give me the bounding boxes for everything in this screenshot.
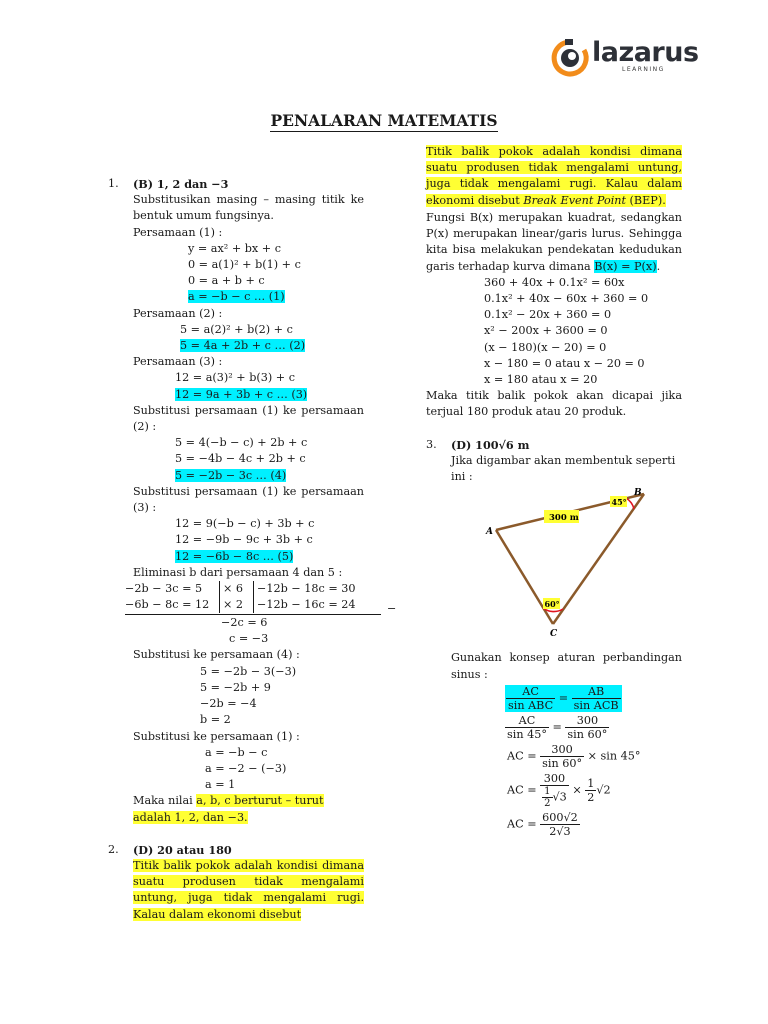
- ac-formula-2: [451, 772, 682, 809]
- equation-line: y = ax² + bx + c: [188, 241, 281, 255]
- angle-b-label: 45°: [611, 497, 627, 508]
- q2-function-desc: Fungsi B(x) merupakan kuadrat, sedangkan P(x) merupakan linear/garis lurus. Sehingga kita bisa melakukan pendekatan kedudukan garis terhadap kurva dimana: [426, 211, 682, 273]
- q2-definition-highlight: Titik balik pokok adalah kondisi dimana suatu produsen tidak mengalami untung, juga tidak mengalami rugi. Kalau dalam ekonomi disebut: [133, 858, 364, 921]
- side-ab-label: 300 m: [549, 513, 579, 524]
- frac-den: sin 60°: [567, 727, 608, 741]
- label-persamaan-2: Persamaan (2) :: [133, 306, 223, 320]
- ac-prefix: AC =: [507, 749, 537, 763]
- vertex-b-label: B: [634, 488, 642, 499]
- elimination-block: [125, 581, 395, 623]
- frac-num: 1: [587, 776, 595, 790]
- bep-term: Break Event Point: [523, 193, 626, 207]
- elim-divider: [125, 614, 381, 615]
- equation-line: a = 1: [205, 778, 236, 792]
- q2-conclusion: Maka titik balik pokok akan dicapai jika terjual 180 produk atau 20 produk.: [426, 389, 682, 419]
- page-title: [0, 111, 768, 130]
- vertex-c-label: C: [550, 629, 558, 640]
- equation-line: 0 = a + b + c: [188, 274, 265, 288]
- answer-heading: (D) 100√6 m: [451, 437, 530, 452]
- answer-heading: (D) 20 atau 180: [133, 842, 232, 857]
- elimination-text: Eliminasi b dari persamaan 4 dan 5 :: [133, 565, 343, 579]
- logo-subtitle: LEARNING: [622, 66, 665, 73]
- frac-num: 300: [540, 743, 584, 757]
- equation-line: −2b = −4: [200, 697, 257, 711]
- question-number: 3.: [426, 437, 437, 451]
- conclusion-prefix: Maka nilai: [133, 794, 197, 808]
- intro-text: Substitusikan masing – masing titik ke bentuk umum fungsinya.: [133, 193, 364, 223]
- sqrt2: √2: [596, 783, 611, 797]
- equation-line: 0 = a(1)² + b(1) + c: [188, 258, 301, 272]
- equation-line: b = 2: [200, 713, 231, 727]
- lazarus-emblem-icon: [548, 36, 592, 80]
- ac-formula-3: [451, 811, 682, 838]
- q3-intro: Jika digambar akan membentuk seperti ini :: [451, 453, 676, 484]
- elim-row-1-eq: −2b − 3c = 5: [125, 582, 203, 596]
- equation-line: x = 180 atau x = 20: [484, 373, 598, 387]
- question-2: [108, 842, 364, 921]
- elim-row-2-eq: −6b − 8c = 12: [125, 598, 210, 612]
- question-number: 1.: [108, 177, 119, 190]
- sine-rule-values: $\frac{AC}{\sin 45^\circ}$ = $\frac{300}{\sin 60^\circ}$: [507, 713, 608, 741]
- right-column: [426, 145, 682, 840]
- logo-name: lazarus: [592, 37, 699, 68]
- equation-line: a = −2 − (−3): [205, 761, 287, 775]
- frac-num: AC: [505, 714, 549, 728]
- equation-line: 5 = −2b + 9: [200, 680, 271, 694]
- equation-line: 5 = −2b − 3(−3): [200, 664, 297, 678]
- ac-suffix: × sin 45°: [587, 749, 641, 763]
- triangle-figure: [466, 487, 646, 640]
- equation-line: 12 = a(3)² + b(3) + c: [175, 371, 295, 385]
- equation-line: x² − 200x + 3600 = 0: [484, 324, 608, 338]
- frac-num: AC: [506, 685, 555, 699]
- substitution-text: Substitusi ke persamaan (1) :: [133, 729, 300, 743]
- equation-line: 0.1x² + 40x − 60x + 360 = 0: [484, 292, 649, 306]
- frac-num: 600√2: [542, 810, 578, 824]
- equation-line: a = −b − c: [205, 745, 268, 759]
- triangle-diagram: [466, 487, 682, 642]
- equation-line: 5 = 4(−b − c) + 2b + c: [175, 436, 308, 450]
- angle-c-label: 60°: [544, 599, 560, 610]
- q2-equal-condition: B(x) = P(x): [594, 259, 657, 273]
- elim-row-1-mult: × 6: [219, 581, 243, 597]
- frac-num: 300: [565, 714, 609, 728]
- frac-num: 1: [544, 785, 551, 797]
- q2-dot: .: [656, 259, 661, 273]
- equation-line: (x − 180)(x − 20) = 0: [484, 340, 607, 354]
- equation-line: 12 = −9b − 9c + 3b + c: [175, 533, 313, 547]
- highlighted-equation: 12 = 9a + 3b + c … (3): [175, 387, 308, 401]
- label-persamaan-3: Persamaan (3) :: [133, 355, 223, 369]
- elim-row-2-result: −12b − 16c = 24: [253, 597, 355, 613]
- frac-den: 2√3: [549, 824, 571, 838]
- substitution-text: Substitusi persamaan (1) ke persamaan (2) :: [133, 403, 364, 434]
- equation-line: c = −3: [229, 632, 269, 646]
- substitution-text: Substitusi ke persamaan (4) :: [133, 648, 300, 662]
- ac-prefix: AC =: [507, 783, 537, 797]
- frac-den: 2: [587, 790, 595, 804]
- highlighted-equation: 5 = 4a + 2b + c … (2): [180, 339, 306, 353]
- frac-den: sin 60°: [542, 756, 583, 770]
- ac-formula-1: [451, 743, 682, 770]
- question-number: 2.: [108, 842, 119, 856]
- answer-heading: (B) 1, 2 dan −3: [133, 177, 229, 191]
- highlighted-equation: a = −b − c … (1): [188, 290, 285, 304]
- equation-line: 12 = 9(−b − c) + 3b + c: [175, 517, 315, 531]
- equation-line: 0.1x² − 20x + 360 = 0: [484, 308, 612, 322]
- substitution-text: Substitusi persamaan (1) ke persamaan (3) :: [133, 484, 364, 515]
- frac-den: sin ACB: [573, 698, 619, 712]
- q2-function-text: [426, 210, 682, 275]
- ac-prefix: AC =: [507, 817, 537, 831]
- elim-row-2-mult: × 2: [219, 597, 243, 613]
- lazarus-logo: [548, 36, 699, 80]
- label-persamaan-1: Persamaan (1) :: [133, 225, 223, 239]
- elim-row-1-result: −12b − 18c = 30: [253, 581, 355, 597]
- equation-line: x − 180 = 0 atau x − 20 = 0: [484, 356, 645, 370]
- q2-text-continued: [426, 145, 682, 208]
- elim-minus-sign: −: [387, 602, 397, 616]
- bep-abbr: (BEP).: [626, 193, 666, 207]
- conclusion-text: [133, 793, 364, 825]
- equation-line: 5 = −4b − 4c + 2b + c: [175, 452, 306, 466]
- question-1: [108, 176, 397, 826]
- equation-line: 5 = a(2)² + b(2) + c: [180, 322, 293, 336]
- page-title-text: PENALARAN MATEMATIS: [270, 111, 498, 130]
- conclusion-highlight: a, b, c berturut – turut adalah 1, 2, dan −3.: [133, 794, 324, 824]
- vertex-a-label: A: [486, 527, 493, 538]
- highlighted-equation: 12 = −6b − 8c … (5): [175, 549, 294, 563]
- frac-den: sin 45°: [507, 727, 547, 741]
- times-sign: ×: [572, 783, 582, 797]
- q2-definition-highlight-cont: Titik balik pokok adalah kondisi dimana suatu produsen tidak mengalami untung, juga tidak mengalami rugi. Kalau dalam ekonomi disebut: [426, 145, 682, 207]
- q2-text-part-1: [133, 858, 364, 921]
- q3-concept: Gunakan konsep aturan perbandingan sinus :: [451, 651, 682, 681]
- left-column: [108, 176, 397, 921]
- equation-line: −2c = 6: [221, 616, 268, 630]
- frac-den: 2: [544, 797, 551, 809]
- frac-num: 300: [540, 772, 569, 786]
- highlighted-equation: 5 = −2b − 3c … (4): [175, 468, 287, 482]
- sqrt3: √3: [552, 790, 567, 804]
- frac-num: AB: [572, 685, 621, 699]
- frac-den: sin ABC: [508, 698, 554, 712]
- sine-rule-formula: $\frac{AC}{\text{sin ABC}}$ = $\frac{AB}{\text{sin ACB}}$: [451, 685, 682, 712]
- equation-line: 360 + 40x + 0.1x² = 60x: [484, 275, 625, 289]
- question-3: [426, 437, 682, 838]
